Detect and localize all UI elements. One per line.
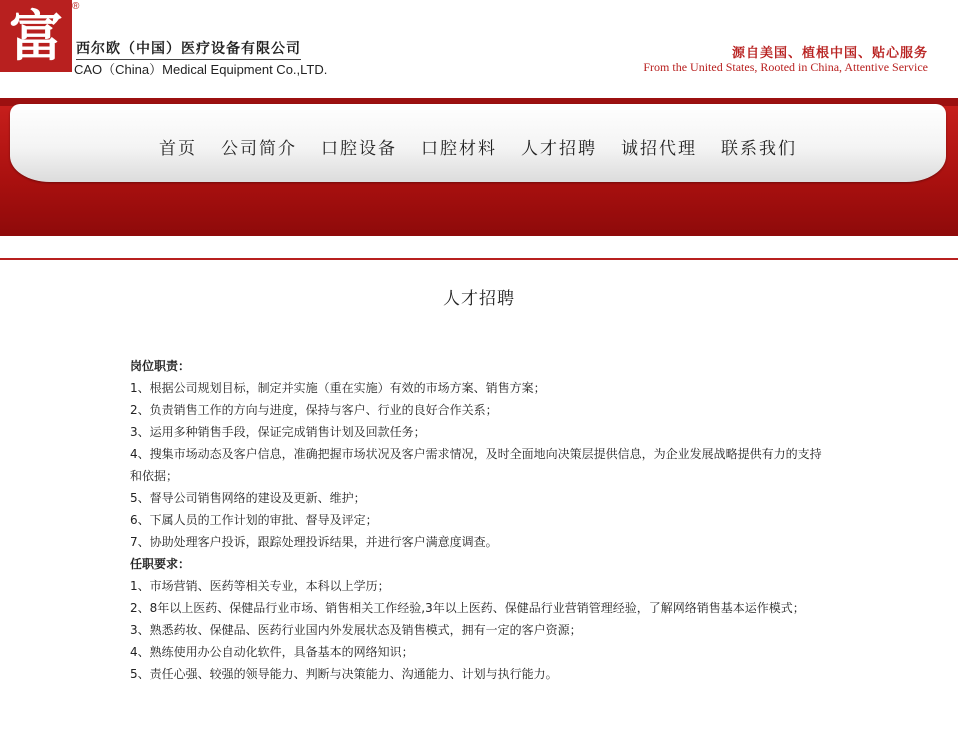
requirement-item: 2、8年以上医药、保健品行业市场、销售相关工作经验,3年以上医药、保健品行业营销管理经验，了解网络销售基本运作模式；: [130, 601, 805, 615]
company-logo[interactable]: 富: [0, 0, 72, 72]
nav-item-agents[interactable]: 诚招代理: [621, 139, 697, 159]
duty-item: 7、协助处理客户投诉，跟踪处理投诉结果，并进行客户满意度调查。: [130, 535, 498, 549]
requirement-item: 4、熟练使用办公自动化软件，具备基本的网络知识；: [130, 645, 414, 659]
main-nav-panel: [10, 104, 946, 182]
registered-mark: ®: [72, 1, 80, 12]
duty-item: 5、督导公司销售网络的建设及更新、维护；: [130, 491, 366, 505]
requirement-item: 1、市场营销、医药等相关专业，本科以上学历；: [130, 579, 390, 593]
page-title: 人才招聘: [443, 289, 515, 309]
requirement-item: 3、熟悉药妆、保健品、医药行业国内外发展状态及销售模式，拥有一定的客户资源；: [130, 623, 582, 637]
slogan-cn: 源自美国、植根中国、贴心服务: [731, 46, 928, 61]
section-divider: [0, 258, 958, 260]
duty-item: 3、运用多种销售手段，保证完成销售计划及回款任务；: [130, 425, 426, 439]
page-header: [0, 0, 958, 98]
nav-item-dental-equipment[interactable]: 口腔设备: [321, 139, 397, 159]
duties-heading: 岗位职责：: [130, 359, 191, 373]
duty-item: 4、搜集市场动态及客户信息，准确把握市场状况及客户需求情况，及时全面地向决策层提供信息，为企业发展战略提供有力的支持和依据；: [130, 447, 822, 483]
requirement-item: 5、责任心强、较强的领导能力、判断与决策能力、沟通能力、计划与执行能力。: [130, 667, 558, 681]
main-nav: [10, 134, 946, 159]
requirements-heading: 任职要求：: [130, 557, 191, 571]
duty-item: 1、根据公司规划目标，制定并实施（重在实施）有效的市场方案、销售方案；: [130, 381, 546, 395]
nav-item-dental-materials[interactable]: 口腔材料: [421, 139, 497, 159]
company-name-en: CAO（China）Medical Equipment Co.,LTD.: [74, 62, 328, 77]
slogan-en: From the United States, Rooted in China, Attentive Service: [643, 60, 928, 74]
duty-item: 6、下属人员的工作计划的审批、督导及评定；: [130, 513, 378, 527]
nav-item-careers[interactable]: 人才招聘: [521, 139, 597, 159]
nav-item-home[interactable]: 首页: [159, 139, 197, 159]
nav-item-contact[interactable]: 联系我们: [721, 139, 797, 159]
nav-item-about[interactable]: 公司简介: [221, 139, 297, 159]
company-name-cn: 西尔欧（中国）医疗设备有限公司: [76, 38, 301, 60]
duty-item: 2、负责销售工作的方向与进度，保持与客户、行业的良好合作关系；: [130, 403, 498, 417]
job-description: [130, 355, 830, 685]
